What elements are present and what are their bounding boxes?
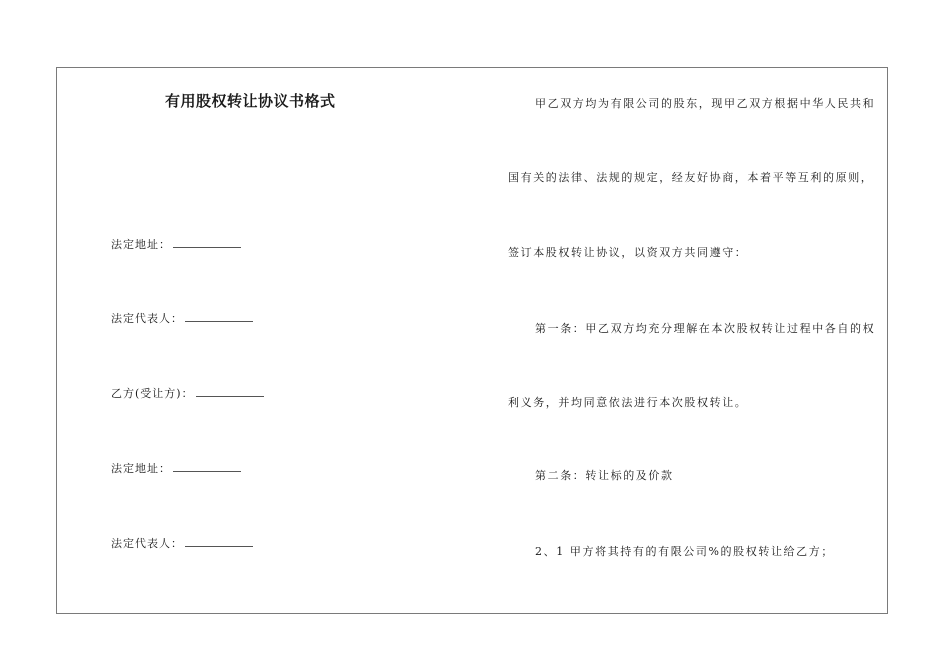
field-label: 法定地址： [111,462,171,475]
paragraph-line: 利义务，并均同意依法进行本次股权转让。 [508,396,748,409]
field-legal-representative [111,310,253,326]
paragraph-line: 甲乙双方均为有限公司的股东，现甲乙双方根据中华人民共和 [535,97,876,110]
blank-line [185,312,253,322]
paragraph-line: 签订本股权转让协议，以资双方共同遵守： [508,246,748,259]
field-party-b-transferee [111,385,264,401]
field-label: 法定地址： [111,238,171,251]
field-label: 法定代表人： [111,312,183,325]
blank-line [173,238,241,248]
field-label: 乙方(受让方)： [111,387,194,400]
blank-line [196,387,264,397]
document-title: 有用股权转让协议书格式 [165,92,336,110]
blank-line [185,537,253,547]
field-legal-representative-2 [111,535,253,551]
field-legal-address [111,236,241,252]
paragraph-line: 国有关的法律、法规的规定，经友好协商，本着平等互利的原则， [508,171,874,184]
field-label: 法定代表人： [111,537,183,550]
field-legal-address-2 [111,460,241,476]
article-heading: 第二条：转让标的及价款 [535,469,674,482]
document-page-frame [56,67,888,614]
blank-line [173,462,241,472]
paragraph-line: 2、1 甲方将其持有的有限公司%的股权转让给乙方； [535,545,834,558]
paragraph-line: 第一条：甲乙双方均充分理解在本次股权转让过程中各自的权 [535,322,876,335]
